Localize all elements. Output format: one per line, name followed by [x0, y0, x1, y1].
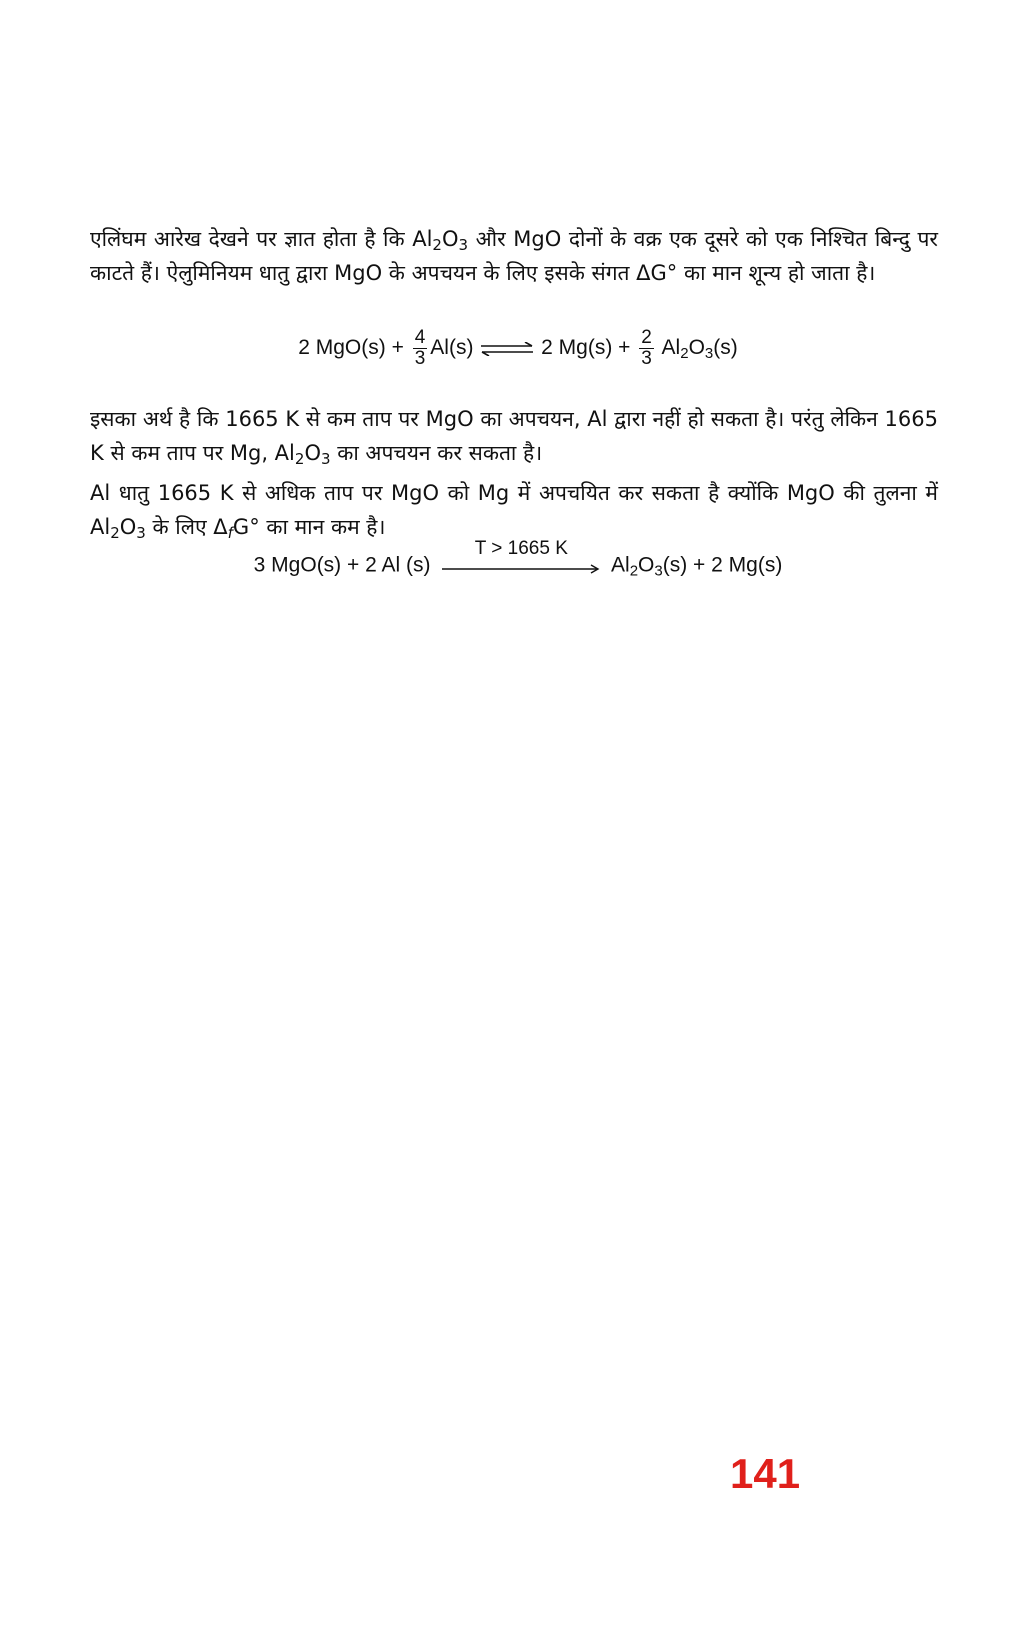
subscript: 2 — [294, 450, 305, 468]
fraction-denominator: 3 — [414, 348, 426, 369]
paragraph-ellingham — [90, 222, 938, 290]
equation-term: Al — [661, 336, 681, 360]
subscript: 3 — [654, 562, 663, 580]
subscript: 2 — [110, 524, 120, 542]
fraction-numerator: 2 — [641, 327, 652, 348]
equation-term: (s) — [713, 336, 738, 360]
equation-reaction — [0, 538, 1036, 580]
equation-term: O — [638, 553, 655, 577]
reaction-condition: T > 1665 K — [474, 538, 568, 559]
equation-term: (s) + 2 Mg(s) — [662, 553, 783, 577]
equation-term: O — [688, 336, 705, 360]
fraction-numerator: 4 — [414, 327, 426, 348]
text-span: का अपचयन कर सकता है। — [330, 441, 543, 465]
equation-term: Al(s) — [430, 336, 474, 360]
equation-term: 3 MgO(s) + 2 Al (s) — [253, 553, 431, 577]
subscript: 3 — [136, 524, 146, 542]
fraction-denominator: 3 — [641, 348, 652, 369]
text-span: के लिए Δ — [145, 515, 228, 539]
subscript: 3 — [320, 450, 331, 468]
text-span: O — [304, 441, 321, 465]
subscript: 3 — [458, 236, 469, 254]
equilibrium-arrow-icon — [479, 342, 535, 356]
text-span: O — [441, 227, 459, 251]
paragraph-reduction-limit — [90, 402, 938, 470]
equation-equilibrium — [0, 328, 1036, 369]
subscript: 3 — [704, 345, 714, 363]
fraction — [413, 328, 428, 369]
subscript: 2 — [629, 562, 639, 580]
text-span: O — [119, 515, 137, 539]
equation-term: 2 Mg(s) + — [541, 336, 631, 360]
fraction — [639, 328, 654, 369]
equation-term: 2 MgO(s) + — [298, 336, 404, 360]
text-span: G° का मान कम है। — [232, 515, 386, 539]
reaction-arrow — [442, 538, 600, 580]
text-span: Al धातु 1665 K से अधिक ताप पर MgO को Mg में अपचयित कर सकता है क्योंकि MgO की तुलना में Al — [90, 481, 938, 539]
subscript: f — [227, 524, 233, 542]
right-arrow-icon — [442, 564, 600, 574]
text-span: इसका अर्थ है कि 1665 K से कम ताप पर MgO का अपचयन, Al द्वारा नहीं हो सकता है। परंतु लेकिन 1665 K से कम ताप पर Mg, Al — [90, 407, 938, 465]
page-number: 141 — [730, 1450, 801, 1497]
paragraph-high-temperature — [90, 476, 938, 544]
subscript: 2 — [432, 236, 442, 254]
subscript: 2 — [680, 345, 689, 363]
equation-term: Al — [611, 553, 630, 577]
text-span: एलिंघम आरेख देखने पर ज्ञात होता है कि Al — [90, 227, 433, 251]
text-span: और MgO दोनों के वक्र एक दूसरे को एक निश्चित बिन्दु पर काटते हैं। ऐलुमिनियम धातु द्वारा MgO के अपचयन के लिए इसके संगत ΔG° का मान शून्य हो जाता है। — [90, 227, 938, 285]
